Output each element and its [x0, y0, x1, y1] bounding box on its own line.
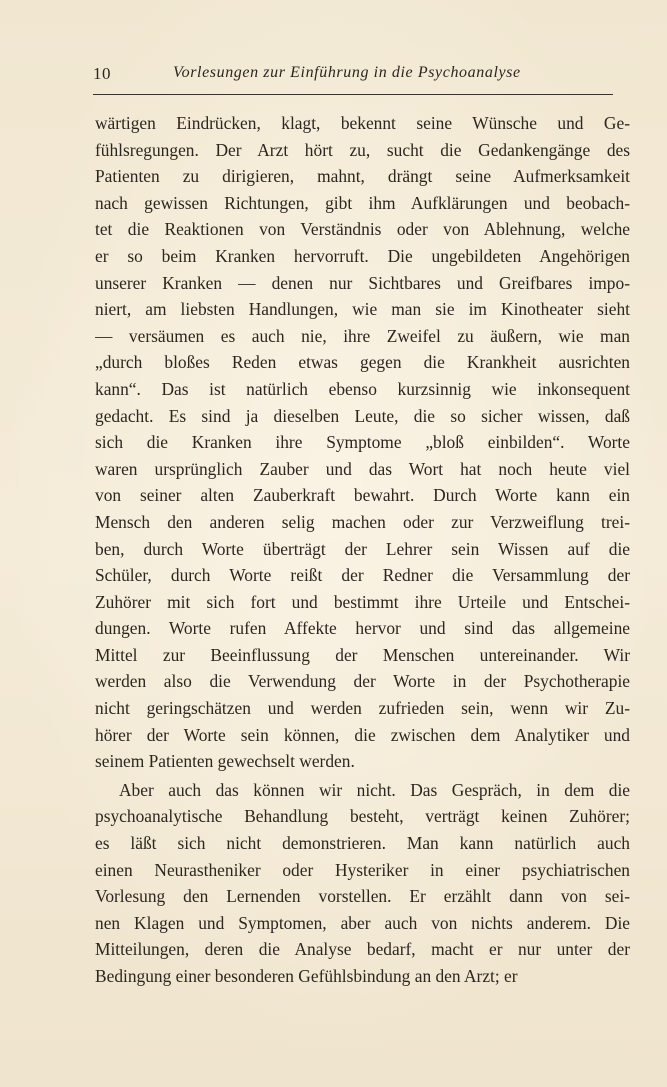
- text-line: Zuhörer mit sich fort und bestimmt ihre Urteile und Entschei-: [95, 591, 630, 612]
- text-line: nicht geringschätzen und werden zufrieden sein, wenn wir Zu-: [95, 698, 630, 719]
- text-line: sich die Kranken ihre Symptome „bloß einbilden“. Worte: [95, 432, 630, 453]
- text-line: — versäumen es auch nie, ihre Zweifel zu äußern, wie man: [95, 325, 630, 346]
- page-header: [93, 64, 613, 88]
- text-line: von seiner alten Zauberkraft bewahrt. Durch Worte kann ein: [95, 485, 630, 506]
- text-line: tet die Reaktionen von Verständnis oder von Ablehnung, welche: [95, 219, 630, 240]
- text-line: Aber auch das können wir nicht. Das Gespräch, in dem die: [119, 779, 630, 800]
- body-text: [95, 110, 630, 990]
- text-line: psychoanalytische Behandlung besteht, verträgt keinen Zuhörer;: [95, 806, 630, 827]
- text-line: nen Klagen und Symptomen, aber auch von nichts anderem. Die: [95, 912, 630, 933]
- text-line: Mensch den anderen selig machen oder zur Verzweiflung trei-: [95, 511, 630, 532]
- text-line: werden also die Verwendung der Worte in der Psychotherapie: [95, 671, 630, 692]
- text-line: fühlsregungen. Der Arzt hört zu, sucht die Gedankengänge des: [95, 139, 630, 160]
- text-line: Mittel zur Beeinflussung der Menschen untereinander. Wir: [95, 644, 630, 665]
- text-line: waren ursprünglich Zauber und das Wort hat noch heute viel: [95, 458, 630, 479]
- text-line: ben, durch Worte überträgt der Lehrer sein Wissen auf die: [95, 538, 630, 559]
- text-line: Schüler, durch Worte reißt der Redner die Versammlung der: [95, 565, 630, 586]
- text-line: seinem Patienten gewechselt werden.: [95, 751, 355, 772]
- text-line: wärtigen Eindrücken, klagt, bekennt seine Wünsche und Ge-: [95, 113, 630, 133]
- running-title: Vorlesungen zur Einführung in die Psychoanalyse: [173, 64, 521, 81]
- text-line: es läßt sich nicht demonstrieren. Man kann natürlich auch: [95, 833, 630, 854]
- text-line: Vorlesung den Lernenden vorstellen. Er erzählt dann von sei-: [95, 886, 630, 907]
- text-line: er so beim Kranken hervorruft. Die ungebildeten Angehörigen: [95, 245, 630, 266]
- text-line: Bedingung einer besonderen Gefühlsbindung an den Arzt; er: [95, 966, 518, 986]
- page-number: 10: [93, 64, 111, 83]
- paragraph: [95, 777, 630, 990]
- text-line: nach gewissen Richtungen, gibt ihm Aufklärungen und beobach-: [95, 192, 630, 213]
- text-line: dungen. Worte rufen Affekte hervor und sind das allgemeine: [95, 618, 630, 639]
- text-line: gedacht. Es sind ja dieselben Leute, die so sicher wissen, daß: [95, 405, 630, 426]
- text-line: Mitteilungen, deren die Analyse bedarf, macht er nur unter der: [95, 939, 630, 960]
- text-line: niert, am liebsten Handlungen, wie man sie im Kinotheater sieht: [95, 299, 630, 320]
- text-line: unserer Kranken — denen nur Sichtbares und Greifbares impo-: [95, 272, 630, 293]
- text-line: kann“. Das ist natürlich ebenso kurzsinnig wie inkonsequent: [95, 378, 630, 399]
- header-rule: [93, 94, 613, 95]
- text-line: „durch bloßes Reden etwas gegen die Krankheit ausrichten: [95, 352, 630, 373]
- text-line: hörer der Worte sein können, die zwischen dem Analytiker und: [95, 724, 630, 745]
- text-line: einen Neurastheniker oder Hysteriker in einer psychiatrischen: [95, 859, 630, 880]
- paragraph: [95, 110, 630, 775]
- text-line: Patienten zu dirigieren, mahnt, drängt seine Aufmerksamkeit: [95, 166, 630, 187]
